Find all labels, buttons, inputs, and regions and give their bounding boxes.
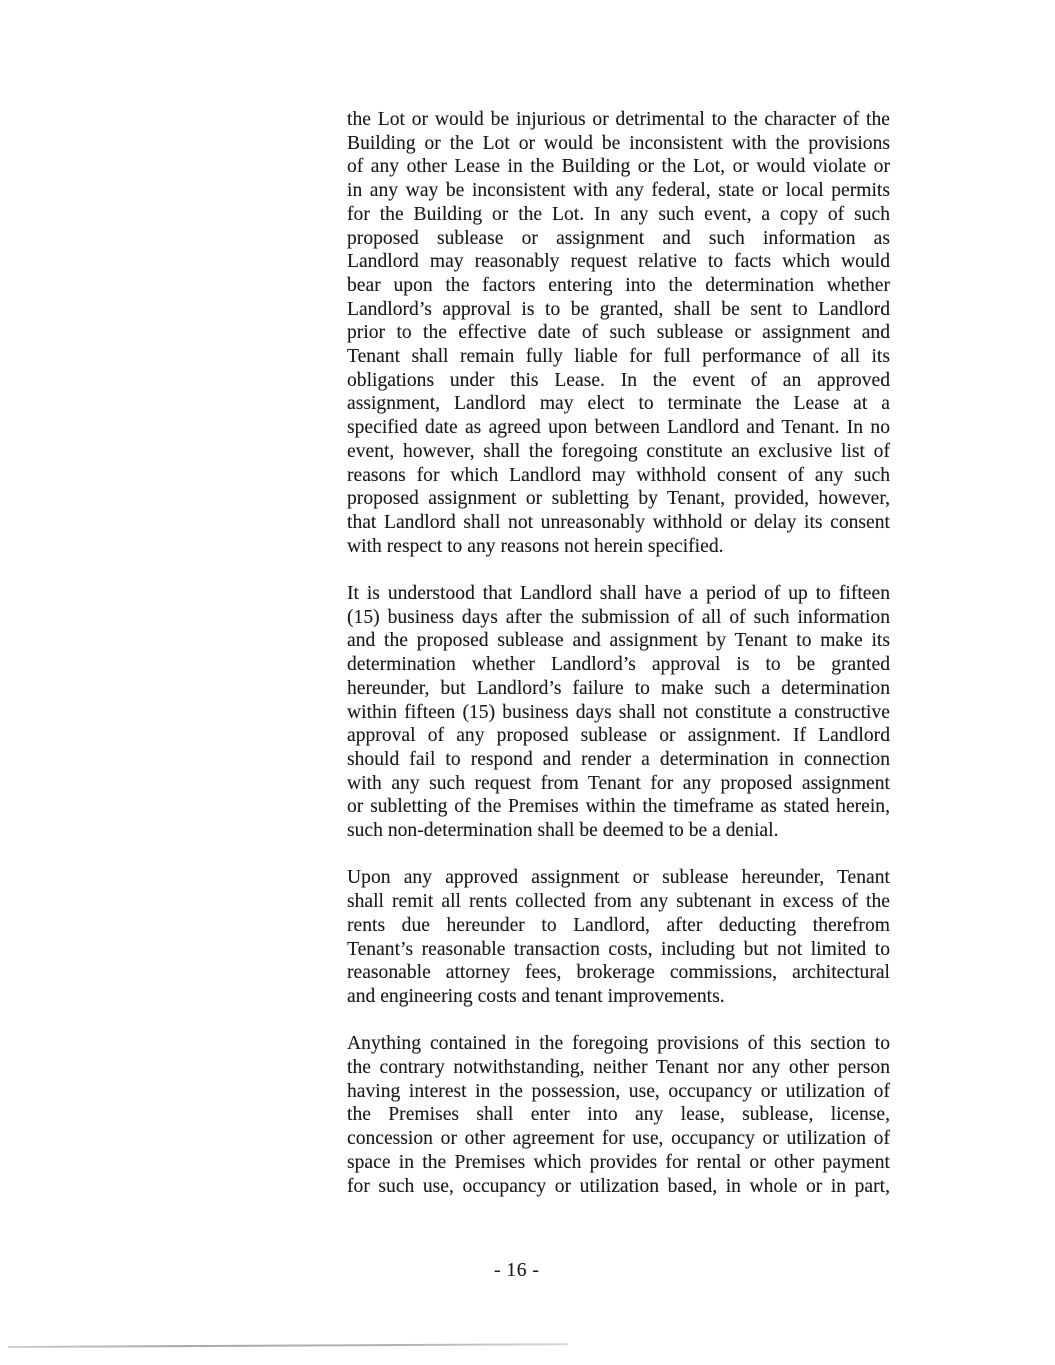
text-line: and the proposed sublease and assignment by Tenant to make its	[347, 630, 890, 652]
paragraph	[347, 1032, 890, 1198]
text-line: such non-determination shall be deemed to be a denial.	[347, 820, 779, 842]
text-line: proposed assignment or subletting by Tenant, provided, however,	[347, 488, 890, 510]
text-line: that Landlord shall not unreasonably withhold or delay its consent	[347, 511, 890, 533]
paragraph	[347, 866, 890, 1008]
text-line: reasons for which Landlord may withhold consent of any such	[347, 464, 890, 486]
text-line: assignment, Landlord may elect to terminate the Lease at a	[347, 393, 890, 415]
text-line: having interest in the possession, use, occupancy or utilization of	[347, 1080, 890, 1102]
lease-text-block	[347, 108, 890, 1222]
text-line: the contrary notwithstanding, neither Tenant nor any other person	[347, 1057, 890, 1079]
text-line: reasonable attorney fees, brokerage commissions, architectural	[347, 962, 890, 984]
text-line: shall remit all rents collected from any subtenant in excess of the	[347, 891, 890, 913]
text-line: obligations under this Lease. In the event of an approved	[347, 369, 890, 391]
text-line: (15) business days after the submission of all of such information	[347, 606, 890, 628]
text-line: of any other Lease in the Building or the Lot, or would violate or	[347, 156, 890, 178]
text-line: in any way be inconsistent with any federal, state or local permits	[347, 180, 890, 202]
text-line: should fail to respond and render a determination in connection	[347, 748, 890, 770]
text-line: hereunder, but Landlord’s failure to make such a determination	[347, 677, 890, 699]
text-line: Tenant’s reasonable transaction costs, including but not limited to	[347, 938, 890, 960]
text-line: space in the Premises which provides for rental or other payment	[347, 1151, 890, 1173]
text-line: or subletting of the Premises within the timeframe as stated herein,	[347, 796, 890, 818]
scan-artifact-line	[8, 1343, 568, 1348]
paragraph	[347, 108, 890, 558]
text-line: proposed sublease or assignment and such information as	[347, 227, 890, 249]
text-line: specified date as agreed upon between Landlord and Tenant. In no	[347, 417, 890, 439]
paragraph	[347, 582, 890, 843]
text-line: bear upon the factors entering into the determination whether	[347, 274, 890, 296]
text-line: rents due hereunder to Landlord, after deducting therefrom	[347, 914, 890, 936]
text-line: Building or the Lot or would be inconsistent with the provisions	[347, 132, 890, 154]
text-line: prior to the effective date of such sublease or assignment and	[347, 322, 890, 344]
text-line: Anything contained in the foregoing provisions of this section to	[347, 1033, 890, 1055]
text-line: determination whether Landlord’s approval is to be granted	[347, 654, 890, 676]
text-line: with any such request from Tenant for any proposed assignment	[347, 772, 890, 794]
text-line: concession or other agreement for use, occupancy or utilization of	[347, 1128, 890, 1150]
text-line: Landlord’s approval is to be granted, shall be sent to Landlord	[347, 298, 890, 320]
text-line: It is understood that Landlord shall have a period of up to fifteen	[347, 583, 890, 605]
text-line: with respect to any reasons not herein specified.	[347, 535, 724, 557]
text-line: Tenant shall remain fully liable for full performance of all its	[347, 346, 890, 368]
text-line: and engineering costs and tenant improvements.	[347, 985, 725, 1007]
text-line: event, however, shall the foregoing constitute an exclusive list of	[347, 440, 890, 462]
text-line: for such use, occupancy or utilization based, in whole or in part,	[347, 1175, 890, 1197]
text-line: the Lot or would be injurious or detrimental to the character of the	[347, 109, 890, 130]
text-line: Landlord may reasonably request relative to facts which would	[347, 251, 890, 273]
page-number: - 16 -	[494, 1260, 540, 1281]
text-line: within fifteen (15) business days shall not constitute a constructive	[347, 701, 890, 723]
text-line: Upon any approved assignment or sublease hereunder, Tenant	[347, 867, 890, 889]
text-line: for the Building or the Lot. In any such event, a copy of such	[347, 203, 890, 225]
text-line: approval of any proposed sublease or assignment. If Landlord	[347, 725, 890, 747]
text-line: the Premises shall enter into any lease, sublease, license,	[347, 1104, 890, 1126]
